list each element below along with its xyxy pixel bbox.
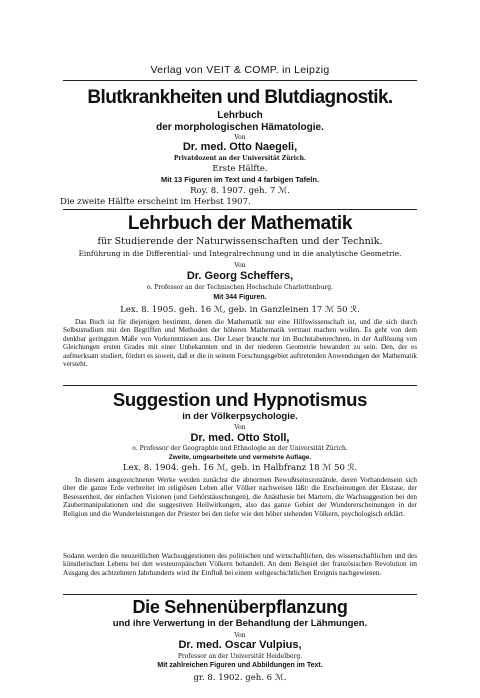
price-line: Lex. 8. 1905. geh. 16 ℳ, geb. in Ganzleinen 17 ℳ 50 ℛ.: [120, 305, 360, 315]
author-name: Dr. med. Otto Stoll,: [190, 432, 290, 444]
author-name: Dr. med. Oscar Vulpius,: [178, 639, 302, 651]
divider: [63, 209, 417, 210]
divider: [63, 80, 417, 81]
von-label: Von: [234, 262, 246, 269]
author-info: o. Professor der Geographie und Ethnologie an der Universität Zürich.: [132, 445, 348, 452]
author-info: Privatdozent an der Universität Zürich.: [173, 155, 307, 162]
note-line: Die zweite Hälfte erscheint im Herbst 1907.: [60, 197, 251, 207]
book-intro: Einführung in die Differential- und Integralrechnung und in die analytische Geometrie.: [78, 249, 402, 258]
figures-note: Mit 344 Figuren.: [213, 294, 267, 301]
book-subtitle: für Studierende der Naturwissenschaften und der Technik.: [97, 236, 383, 247]
figures-note: Mit 13 Figuren im Text und 4 farbigen Tafeln.: [160, 175, 320, 184]
divider: [63, 385, 417, 386]
author-name: Dr. med. Otto Naegeli,: [182, 141, 298, 153]
book-title: Blutkrankheiten und Blutdiagnostik.: [87, 87, 393, 108]
author-info: Professor an der Universität Heidelberg.: [177, 653, 303, 660]
book-description: Das Buch ist für diejenigen bestimmt, denen die Mathematik nur eine Hilfswissenschaft ist, und die sich durch Selbststudium mit den Begriffen und Methoden der höheren Mathematik vertraut machen wollen. Es geht von dem denkbar geringsten Maße von Vorkenntnissen aus. Der Leser braucht nur im Buchstabenrechnen, in der Auflösung von Gleichungen ersten Grades mit einer Unbekannten und in der niederen Geometrie bewandert zu sein. Den, der es aufmerksam studiert, fördert es soweit, daß er die in seinem Forschungsgebiet auftretenden Anwendungen der Mathematik versteht.: [63, 318, 417, 369]
von-label: Von: [234, 424, 246, 431]
von-label: Von: [234, 632, 246, 639]
price-line: Roy. 8. 1907. geh. 7 ℳ.: [190, 186, 290, 196]
book-subtitle: Lehrbuch: [217, 110, 263, 121]
author-name: Dr. Georg Scheffers,: [186, 270, 294, 282]
book-subtitle: der morphologischen Hämatologie.: [156, 122, 324, 133]
divider: [63, 594, 417, 595]
publisher-line: Verlag von VEIT & COMP. in Leipzig: [150, 64, 330, 76]
book-description: In diesem ausgezeichneten Werke werden zunächst die abnormen Bewußtseinszustände, deren Vorhandensein sich über die ganze Erde verbreitet im religiösen Leben aller Völker nachweisen läßt: die Erscheinungen der Ekstase, der Besessenheit, der einfachen Visionen (und Gehörstäuschungen), die Anästhesie bei Martern, die Wachsuggestion bei den Zaubermanipulationen und die suggestiven Heilwirkungen, also das ganze Gebiet der Wundererscheinungen in der Religion und die Wunderleistungen der Priester bei den tiefer wie den höher stehenden Völkern, psychologisch erklärt.: [63, 476, 417, 518]
book-title: Die Sehnenüberpflanzung: [132, 597, 348, 617]
book-subtitle: und ihre Verwertung in der Behandlung der Lähmungen.: [112, 618, 368, 629]
von-label: Von: [234, 134, 246, 141]
book-description: Sodann werden die neuzeitlichen Wachsuggestionen des politischen und wirtschaftlichen, des wissenschaftlichen und des künstlerischen Lebens bei den westeuropäischen Völkern behandelt. An dem Beispiel der französischen Revolution im Ausgang des achtzehnten Jahrhunderts wird ihr Einfluß bei einem weltgeschichtlichen Ereignis nachgewiesen.: [63, 552, 417, 577]
book-subtitle: in der Völkerpsychologie.: [182, 411, 298, 422]
price-line: Lex. 8. 1904. geh. 16 ℳ, geb. in Halbfranz 18 ℳ 50 ℛ.: [122, 463, 358, 473]
book-title: Suggestion und Hypnotismus: [112, 389, 368, 410]
edition-note: Zweite, umgearbeitete und vermehrte Auflage.: [168, 454, 312, 461]
author-info: o. Professor an der Technischen Hochschule Charlottenburg.: [147, 284, 333, 291]
figures-note: Mit zahlreichen Figuren und Abbildungen im Text.: [157, 662, 323, 669]
book-title: Lehrbuch der Mathematik: [127, 213, 353, 234]
edition-note: Erste Hälfte.: [212, 164, 268, 174]
price-line: gr. 8. 1902. geh. 6 ℳ.: [193, 673, 287, 683]
